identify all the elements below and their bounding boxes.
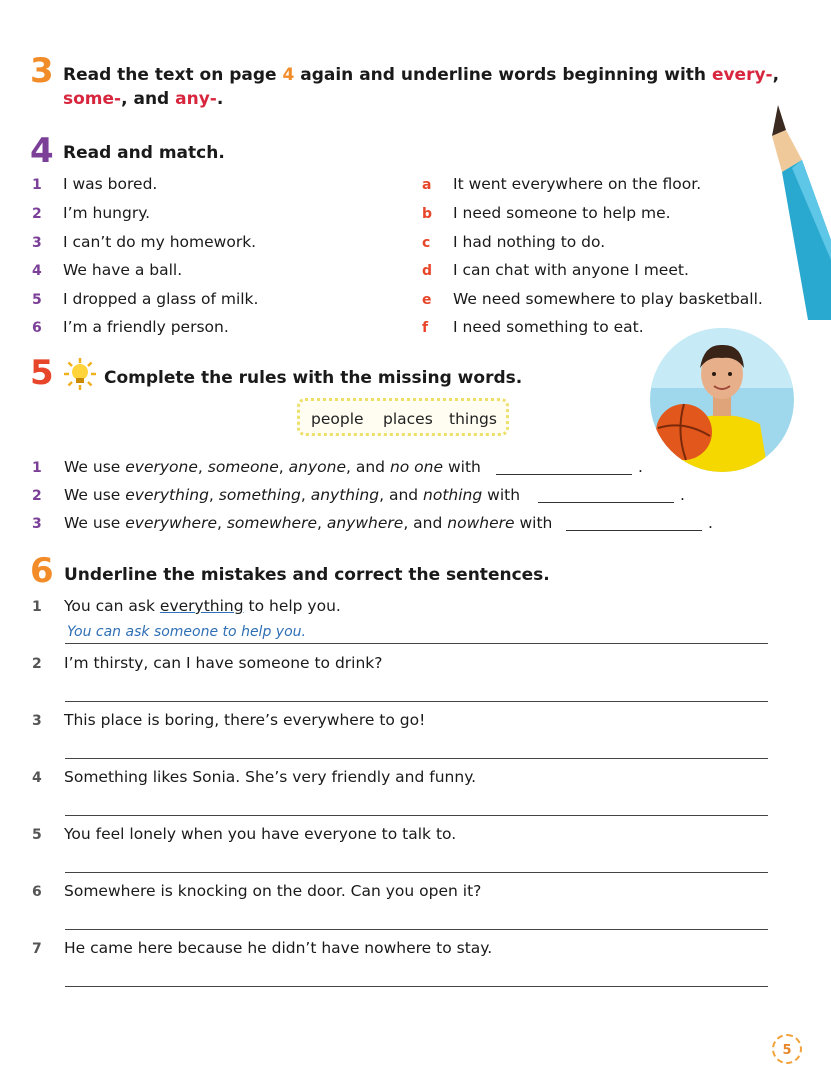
- match-left-item: I’m a friendly person.: [63, 318, 229, 336]
- pencil-illustration: [768, 100, 831, 320]
- exercise-3-number: 3: [30, 51, 54, 91]
- answer-line[interactable]: [65, 815, 768, 816]
- rule-answer-blank[interactable]: [496, 474, 632, 475]
- sentence-text: This place is boring, there’s everywhere to go!: [64, 711, 426, 729]
- match-right-item: I need something to eat.: [453, 318, 644, 336]
- page-number-badge: [772, 1034, 802, 1064]
- answer-line[interactable]: [65, 929, 768, 930]
- word-box-item: places: [383, 410, 433, 428]
- word-box-item: things: [449, 410, 497, 428]
- answer-line[interactable]: [65, 701, 768, 702]
- match-right-item: We need somewhere to play basketball.: [453, 290, 763, 308]
- exercise-3-instruction-line2: some-, and any-.: [63, 89, 224, 109]
- exercise-3-instruction: Read the text on page 4 again and underline words beginning with every-,: [63, 65, 780, 85]
- match-right-item: I need someone to help me.: [453, 204, 671, 222]
- exercise-4-title: Read and match.: [63, 143, 225, 163]
- match-left-number: 4: [32, 263, 42, 279]
- rule-end: .: [708, 514, 713, 532]
- sentence-number: 3: [32, 713, 42, 729]
- match-left-number: 5: [32, 292, 42, 308]
- match-right-letter: c: [422, 235, 431, 251]
- lightbulb-icon: [63, 357, 97, 391]
- sentence-number: 5: [32, 827, 42, 843]
- answer-line[interactable]: [65, 643, 768, 644]
- sentence-text: You can ask everything to help you.: [64, 597, 341, 615]
- rule-number: 3: [32, 516, 42, 532]
- exercise-5-number: 5: [30, 353, 54, 393]
- match-left-item: I was bored.: [63, 175, 158, 193]
- sentence-number: 1: [32, 599, 42, 615]
- sentence-text: Something likes Sonia. She’s very friendly and funny.: [64, 768, 477, 786]
- match-right-letter: e: [422, 292, 432, 308]
- exercise-5-title: Complete the rules with the missing words.: [104, 368, 523, 388]
- rule-end: .: [638, 458, 643, 476]
- match-right-item: It went everywhere on the floor.: [453, 175, 702, 193]
- match-left-number: 1: [32, 177, 42, 193]
- match-right-item: I can chat with anyone I meet.: [453, 261, 689, 279]
- sentence-number: 7: [32, 941, 42, 957]
- exercise-6-number: 6: [30, 551, 54, 591]
- rule-text: We use everyone, someone, anyone, and no one with: [64, 458, 481, 476]
- match-left-number: 2: [32, 206, 42, 222]
- boy-with-basketball-photo: [650, 328, 794, 472]
- match-right-item: I had nothing to do.: [453, 233, 606, 251]
- rule-end: .: [680, 486, 685, 504]
- match-left-item: We have a ball.: [63, 261, 183, 279]
- match-left-number: 6: [32, 320, 42, 336]
- page-number: 5: [782, 1043, 792, 1058]
- rule-answer-blank[interactable]: [538, 502, 674, 503]
- underlined-mistake: everything: [159, 597, 244, 615]
- match-right-letter: f: [422, 320, 429, 336]
- answer-line[interactable]: [65, 872, 768, 873]
- exercise-6-title: Underline the mistakes and correct the sentences.: [64, 565, 550, 585]
- word-box: [297, 398, 509, 436]
- rule-number: 1: [32, 460, 42, 476]
- rule-number: 2: [32, 488, 42, 504]
- sentence-number: 6: [32, 884, 42, 900]
- sentence-text: Somewhere is knocking on the door. Can you open it?: [64, 882, 482, 900]
- match-left-item: I can’t do my homework.: [63, 233, 257, 251]
- rule-answer-blank[interactable]: [566, 530, 702, 531]
- sentence-number: 4: [32, 770, 42, 786]
- exercise-4-number: 4: [30, 131, 54, 171]
- word-box-item: people: [311, 410, 364, 428]
- answer-line[interactable]: [65, 986, 768, 987]
- rule-text: We use everywhere, somewhere, anywhere, and nowhere with: [64, 514, 553, 532]
- match-left-number: 3: [32, 235, 42, 251]
- match-right-letter: d: [422, 263, 433, 279]
- handwritten-answer: You can ask someone to help you.: [67, 624, 306, 640]
- sentence-text: He came here because he didn’t have nowhere to stay.: [64, 939, 493, 957]
- match-right-letter: a: [422, 177, 432, 193]
- sentence-text: You feel lonely when you have everyone to talk to.: [64, 825, 457, 843]
- match-left-item: I’m hungry.: [63, 204, 151, 222]
- match-right-letter: b: [422, 206, 433, 222]
- rule-text: We use everything, something, anything, and nothing with: [64, 486, 521, 504]
- sentence-text: I’m thirsty, can I have someone to drink?: [64, 654, 383, 672]
- match-left-item: I dropped a glass of milk.: [63, 290, 259, 308]
- answer-line[interactable]: [65, 758, 768, 759]
- sentence-number: 2: [32, 656, 42, 672]
